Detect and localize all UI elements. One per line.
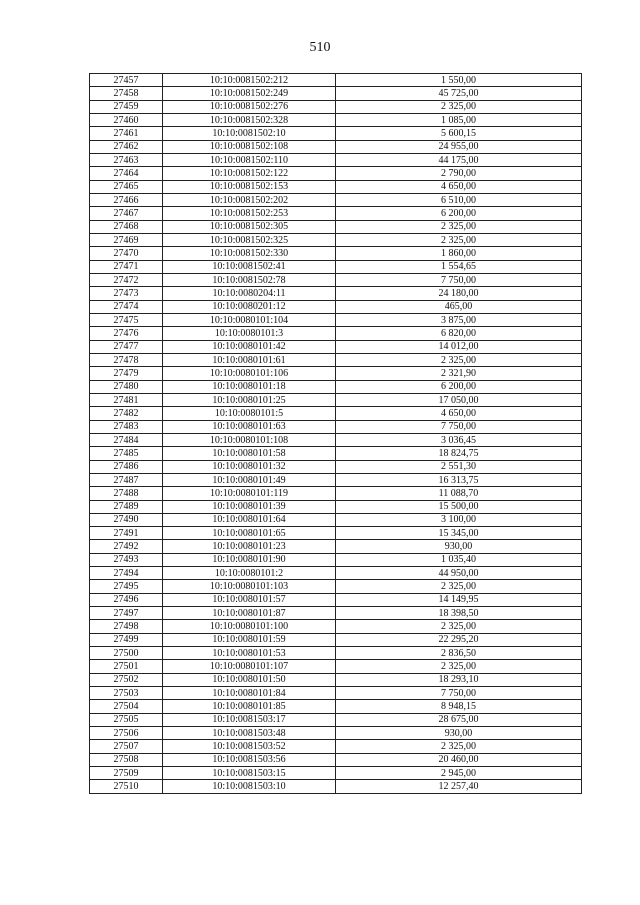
table-row xyxy=(90,473,582,486)
amount-cell: 18 398,50 xyxy=(336,607,582,620)
cadastral-number-cell: 10:10:0080101:2 xyxy=(163,567,336,580)
amount-cell: 6 820,00 xyxy=(336,327,582,340)
cadastral-number-cell: 10:10:0080101:58 xyxy=(163,447,336,460)
amount-cell: 5 600,15 xyxy=(336,127,582,140)
table-row xyxy=(90,407,582,420)
cadastral-number-cell: 10:10:0081503:17 xyxy=(163,713,336,726)
amount-cell: 6 200,00 xyxy=(336,207,582,220)
amount-cell: 3 875,00 xyxy=(336,313,582,326)
table-row xyxy=(90,100,582,113)
cadastral-number-cell: 10:10:0080101:53 xyxy=(163,647,336,660)
row-number-cell: 27467 xyxy=(90,207,163,220)
table-row xyxy=(90,74,582,87)
cadastral-number-cell: 10:10:0081502:110 xyxy=(163,153,336,166)
cadastral-number-cell: 10:10:0080101:59 xyxy=(163,633,336,646)
cadastral-number-cell: 10:10:0081502:305 xyxy=(163,220,336,233)
row-number-cell: 27473 xyxy=(90,287,163,300)
row-number-cell: 27469 xyxy=(90,233,163,246)
table-row xyxy=(90,767,582,780)
row-number-cell: 27477 xyxy=(90,340,163,353)
cadastral-number-cell: 10:10:0081502:253 xyxy=(163,207,336,220)
cadastral-number-cell: 10:10:0080101:108 xyxy=(163,433,336,446)
table-row xyxy=(90,367,582,380)
row-number-cell: 27508 xyxy=(90,753,163,766)
cadastral-number-cell: 10:10:0081502:108 xyxy=(163,140,336,153)
row-number-cell: 27505 xyxy=(90,713,163,726)
row-number-cell: 27485 xyxy=(90,447,163,460)
amount-cell: 15 345,00 xyxy=(336,527,582,540)
amount-cell: 4 650,00 xyxy=(336,407,582,420)
row-number-cell: 27482 xyxy=(90,407,163,420)
row-number-cell: 27480 xyxy=(90,380,163,393)
cadastral-number-cell: 10:10:0080101:87 xyxy=(163,607,336,620)
amount-cell: 45 725,00 xyxy=(336,87,582,100)
table-row xyxy=(90,647,582,660)
row-number-cell: 27506 xyxy=(90,727,163,740)
row-number-cell: 27457 xyxy=(90,74,163,87)
table-body xyxy=(90,74,582,794)
cadastral-number-cell: 10:10:0080101:64 xyxy=(163,513,336,526)
table-row xyxy=(90,460,582,473)
data-table xyxy=(89,73,582,794)
table-row xyxy=(90,193,582,206)
cadastral-number-cell: 10:10:0080101:57 xyxy=(163,593,336,606)
table-row xyxy=(90,113,582,126)
row-number-cell: 27503 xyxy=(90,687,163,700)
amount-cell: 2 325,00 xyxy=(336,220,582,233)
cadastral-number-cell: 10:10:0081503:10 xyxy=(163,780,336,793)
amount-cell: 20 460,00 xyxy=(336,753,582,766)
row-number-cell: 27463 xyxy=(90,153,163,166)
row-number-cell: 27470 xyxy=(90,247,163,260)
cadastral-number-cell: 10:10:0081503:15 xyxy=(163,767,336,780)
table-row xyxy=(90,500,582,513)
row-number-cell: 27488 xyxy=(90,487,163,500)
table-row xyxy=(90,633,582,646)
row-number-cell: 27484 xyxy=(90,433,163,446)
amount-cell: 7 750,00 xyxy=(336,273,582,286)
amount-cell: 14 149,95 xyxy=(336,593,582,606)
row-number-cell: 27483 xyxy=(90,420,163,433)
row-number-cell: 27497 xyxy=(90,607,163,620)
row-number-cell: 27486 xyxy=(90,460,163,473)
amount-cell: 14 012,00 xyxy=(336,340,582,353)
row-number-cell: 27479 xyxy=(90,367,163,380)
cadastral-number-cell: 10:10:0080101:3 xyxy=(163,327,336,340)
cadastral-number-cell: 10:10:0080101:104 xyxy=(163,313,336,326)
cadastral-number-cell: 10:10:0080101:90 xyxy=(163,553,336,566)
table-row xyxy=(90,740,582,753)
cadastral-number-cell: 10:10:0080101:61 xyxy=(163,353,336,366)
amount-cell: 2 836,50 xyxy=(336,647,582,660)
table-row xyxy=(90,607,582,620)
row-number-cell: 27471 xyxy=(90,260,163,273)
cadastral-number-cell: 10:10:0081502:202 xyxy=(163,193,336,206)
cadastral-number-cell: 10:10:0080201:12 xyxy=(163,300,336,313)
amount-cell: 8 948,15 xyxy=(336,700,582,713)
row-number-cell: 27507 xyxy=(90,740,163,753)
row-number-cell: 27459 xyxy=(90,100,163,113)
table-row xyxy=(90,233,582,246)
table-row xyxy=(90,673,582,686)
cadastral-number-cell: 10:10:0080101:63 xyxy=(163,420,336,433)
cadastral-number-cell: 10:10:0081502:276 xyxy=(163,100,336,113)
row-number-cell: 27462 xyxy=(90,140,163,153)
cadastral-number-cell: 10:10:0080101:32 xyxy=(163,460,336,473)
cadastral-number-cell: 10:10:0081503:52 xyxy=(163,740,336,753)
row-number-cell: 27464 xyxy=(90,167,163,180)
cadastral-number-cell: 10:10:0080101:119 xyxy=(163,487,336,500)
amount-cell: 15 500,00 xyxy=(336,500,582,513)
amount-cell: 3 100,00 xyxy=(336,513,582,526)
table-row xyxy=(90,620,582,633)
amount-cell: 2 325,00 xyxy=(336,100,582,113)
cadastral-number-cell: 10:10:0080101:25 xyxy=(163,393,336,406)
cadastral-number-cell: 10:10:0081502:153 xyxy=(163,180,336,193)
amount-cell: 3 036,45 xyxy=(336,433,582,446)
table-row xyxy=(90,207,582,220)
cadastral-number-cell: 10:10:0080101:42 xyxy=(163,340,336,353)
table-row xyxy=(90,753,582,766)
table-row xyxy=(90,340,582,353)
table-row xyxy=(90,273,582,286)
row-number-cell: 27474 xyxy=(90,300,163,313)
row-number-cell: 27466 xyxy=(90,193,163,206)
amount-cell: 2 325,00 xyxy=(336,620,582,633)
amount-cell: 1 085,00 xyxy=(336,113,582,126)
row-number-cell: 27461 xyxy=(90,127,163,140)
amount-cell: 24 180,00 xyxy=(336,287,582,300)
page-number: 510 xyxy=(309,40,331,55)
table-row xyxy=(90,513,582,526)
table-row xyxy=(90,660,582,673)
amount-cell: 7 750,00 xyxy=(336,687,582,700)
amount-cell: 2 325,00 xyxy=(336,580,582,593)
cadastral-number-cell: 10:10:0080101:103 xyxy=(163,580,336,593)
row-number-cell: 27472 xyxy=(90,273,163,286)
table-row xyxy=(90,687,582,700)
amount-cell: 465,00 xyxy=(336,300,582,313)
table-row xyxy=(90,567,582,580)
row-number-cell: 27468 xyxy=(90,220,163,233)
amount-cell: 2 321,90 xyxy=(336,367,582,380)
table-row xyxy=(90,393,582,406)
cadastral-number-cell: 10:10:0080101:107 xyxy=(163,660,336,673)
cadastral-number-cell: 10:10:0081502:325 xyxy=(163,233,336,246)
table-row xyxy=(90,153,582,166)
amount-cell: 16 313,75 xyxy=(336,473,582,486)
table-row xyxy=(90,420,582,433)
row-number-cell: 27490 xyxy=(90,513,163,526)
amount-cell: 22 295,20 xyxy=(336,633,582,646)
row-number-cell: 27501 xyxy=(90,660,163,673)
amount-cell: 930,00 xyxy=(336,727,582,740)
amount-cell: 4 650,00 xyxy=(336,180,582,193)
cadastral-number-cell: 10:10:0080101:23 xyxy=(163,540,336,553)
amount-cell: 12 257,40 xyxy=(336,780,582,793)
table-row xyxy=(90,287,582,300)
cadastral-number-cell: 10:10:0081502:212 xyxy=(163,74,336,87)
amount-cell: 2 945,00 xyxy=(336,767,582,780)
table-row xyxy=(90,700,582,713)
table-row xyxy=(90,580,582,593)
row-number-cell: 27487 xyxy=(90,473,163,486)
cadastral-number-cell: 10:10:0080101:5 xyxy=(163,407,336,420)
cadastral-number-cell: 10:10:0080204:11 xyxy=(163,287,336,300)
amount-cell: 1 554,65 xyxy=(336,260,582,273)
table-row xyxy=(90,487,582,500)
amount-cell: 44 950,00 xyxy=(336,567,582,580)
table-row xyxy=(90,593,582,606)
row-number-cell: 27481 xyxy=(90,393,163,406)
row-number-cell: 27475 xyxy=(90,313,163,326)
amount-cell: 2 325,00 xyxy=(336,740,582,753)
table-row xyxy=(90,447,582,460)
amount-cell: 2 325,00 xyxy=(336,660,582,673)
table-row xyxy=(90,727,582,740)
table-row xyxy=(90,180,582,193)
row-number-cell: 27499 xyxy=(90,633,163,646)
table-row xyxy=(90,380,582,393)
table-row xyxy=(90,127,582,140)
cadastral-number-cell: 10:10:0080101:106 xyxy=(163,367,336,380)
cadastral-number-cell: 10:10:0080101:50 xyxy=(163,673,336,686)
cadastral-number-cell: 10:10:0080101:85 xyxy=(163,700,336,713)
row-number-cell: 27495 xyxy=(90,580,163,593)
cadastral-number-cell: 10:10:0080101:18 xyxy=(163,380,336,393)
row-number-cell: 27510 xyxy=(90,780,163,793)
amount-cell: 24 955,00 xyxy=(336,140,582,153)
amount-cell: 6 510,00 xyxy=(336,193,582,206)
cadastral-number-cell: 10:10:0080101:65 xyxy=(163,527,336,540)
amount-cell: 1 550,00 xyxy=(336,74,582,87)
row-number-cell: 27458 xyxy=(90,87,163,100)
row-number-cell: 27494 xyxy=(90,567,163,580)
table-row xyxy=(90,313,582,326)
cadastral-number-cell: 10:10:0080101:100 xyxy=(163,620,336,633)
cadastral-number-cell: 10:10:0081503:56 xyxy=(163,753,336,766)
row-number-cell: 27509 xyxy=(90,767,163,780)
table-row xyxy=(90,327,582,340)
cadastral-number-cell: 10:10:0080101:49 xyxy=(163,473,336,486)
amount-cell: 18 293,10 xyxy=(336,673,582,686)
amount-cell: 6 200,00 xyxy=(336,380,582,393)
table-row xyxy=(90,260,582,273)
table-row xyxy=(90,780,582,793)
row-number-cell: 27491 xyxy=(90,527,163,540)
amount-cell: 18 824,75 xyxy=(336,447,582,460)
amount-cell: 2 551,30 xyxy=(336,460,582,473)
table-row xyxy=(90,167,582,180)
table-row xyxy=(90,300,582,313)
cadastral-number-cell: 10:10:0081502:249 xyxy=(163,87,336,100)
amount-cell: 2 325,00 xyxy=(336,353,582,366)
table-row xyxy=(90,527,582,540)
cadastral-number-cell: 10:10:0081502:41 xyxy=(163,260,336,273)
table-row xyxy=(90,433,582,446)
amount-cell: 1 035,40 xyxy=(336,553,582,566)
table-row xyxy=(90,247,582,260)
row-number-cell: 27476 xyxy=(90,327,163,340)
row-number-cell: 27478 xyxy=(90,353,163,366)
amount-cell: 2 325,00 xyxy=(336,233,582,246)
amount-cell: 7 750,00 xyxy=(336,420,582,433)
table-row xyxy=(90,220,582,233)
table-row xyxy=(90,713,582,726)
row-number-cell: 27465 xyxy=(90,180,163,193)
table-row xyxy=(90,540,582,553)
table-row xyxy=(90,353,582,366)
table-row xyxy=(90,553,582,566)
cadastral-number-cell: 10:10:0081502:330 xyxy=(163,247,336,260)
amount-cell: 28 675,00 xyxy=(336,713,582,726)
table-row xyxy=(90,87,582,100)
cadastral-number-cell: 10:10:0081502:328 xyxy=(163,113,336,126)
row-number-cell: 27498 xyxy=(90,620,163,633)
cadastral-number-cell: 10:10:0081502:122 xyxy=(163,167,336,180)
amount-cell: 1 860,00 xyxy=(336,247,582,260)
row-number-cell: 27496 xyxy=(90,593,163,606)
cadastral-number-cell: 10:10:0081502:78 xyxy=(163,273,336,286)
row-number-cell: 27489 xyxy=(90,500,163,513)
cadastral-number-cell: 10:10:0081503:48 xyxy=(163,727,336,740)
row-number-cell: 27493 xyxy=(90,553,163,566)
row-number-cell: 27492 xyxy=(90,540,163,553)
row-number-cell: 27504 xyxy=(90,700,163,713)
amount-cell: 11 088,70 xyxy=(336,487,582,500)
row-number-cell: 27502 xyxy=(90,673,163,686)
amount-cell: 2 790,00 xyxy=(336,167,582,180)
cadastral-number-cell: 10:10:0080101:39 xyxy=(163,500,336,513)
cadastral-number-cell: 10:10:0080101:84 xyxy=(163,687,336,700)
table-row xyxy=(90,140,582,153)
cadastral-number-cell: 10:10:0081502:10 xyxy=(163,127,336,140)
row-number-cell: 27500 xyxy=(90,647,163,660)
amount-cell: 17 050,00 xyxy=(336,393,582,406)
amount-cell: 44 175,00 xyxy=(336,153,582,166)
amount-cell: 930,00 xyxy=(336,540,582,553)
row-number-cell: 27460 xyxy=(90,113,163,126)
